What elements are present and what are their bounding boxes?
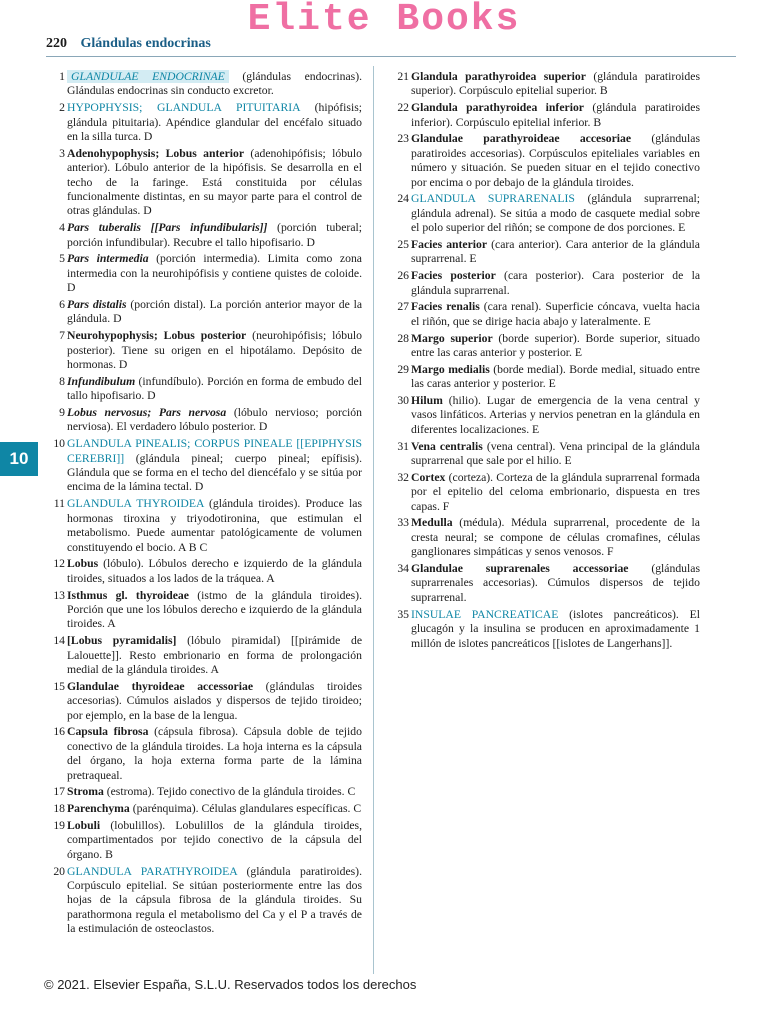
- glossary-entry: [40, 680, 362, 723]
- entry-number: 8: [59, 374, 65, 388]
- copyright-footer: © 2021. Elsevier España, S.L.U. Reservados todos los derechos: [44, 977, 417, 992]
- entry-number: 27: [397, 300, 409, 314]
- entry-number: 6: [59, 298, 65, 312]
- glossary-entry: [40, 406, 362, 435]
- entry-description: (cápsula fibrosa). Cápsula doble de tejido conectivo de la glándula tiroides. La hoja interna es la cápsula del órgano, la hoja externa forma parte de la lámina pretraqueal.: [67, 725, 362, 782]
- entry-description: (borde medial). Borde medial, situado entre las caras anterior y posterior. E: [411, 362, 700, 391]
- entry-term: Hilum: [411, 394, 443, 408]
- entry-description: (glándulas paratiroides accesorias). Corpúsculos epiteliales variables en número y situación. Se pueden situar en el tejido conectivo por encima o por debajo de la glándula tiroides.: [411, 132, 701, 189]
- page-header: [46, 36, 734, 52]
- entry-number: 5: [59, 252, 65, 266]
- entry-term: Facies renalis: [411, 300, 480, 314]
- entry-description: (adenohipófisis; lóbulo anterior). Lóbulo anterior de la hipófisis. Se desarrolla en el techo de la faringe. Está constituida por células funcionalmente distintas, en su mayor parte para el control de otras glándulas. D: [67, 146, 362, 218]
- entry-number: 13: [53, 588, 65, 602]
- entry-number: 20: [53, 864, 65, 878]
- glossary-entry: [384, 516, 700, 559]
- glossary-entry: [40, 252, 362, 295]
- entry-body: [411, 471, 700, 514]
- entry-description: (cara anterior). Cara anterior de la glándula suprarrenal. E: [411, 238, 700, 266]
- entry-term: Medulla: [411, 516, 453, 530]
- glossary-entry: [384, 394, 700, 437]
- entry-number: 21: [397, 70, 409, 83]
- entry-number: 10: [53, 437, 65, 451]
- glossary-entry: [384, 440, 700, 469]
- glossary-entry: [40, 221, 362, 250]
- glossary-entry: [40, 802, 362, 816]
- right-column: [384, 70, 700, 653]
- entry-body: [411, 70, 700, 99]
- entry-term: HYPOPHYSIS; GLANDULA PITUITARIA: [67, 101, 300, 115]
- entry-term: Facies posterior: [411, 269, 496, 283]
- entry-term: Parenchyma: [67, 802, 130, 816]
- entry-body: [67, 497, 362, 555]
- entry-body: [67, 437, 362, 495]
- entry-description: (hilio). Lugar de emergencia de la vena central y vasos linfáticos. Arterias y nervios penetran en la glándula en diferentes localizaciones. E: [411, 394, 700, 436]
- glossary-entry: [384, 300, 700, 329]
- entry-term: GLANDULA PARATHYROIDEA: [67, 864, 238, 878]
- entry-term: Cortex: [411, 470, 446, 484]
- entry-number: 19: [53, 818, 65, 832]
- entry-term: Capsula fibrosa: [67, 725, 149, 739]
- entry-description: (hipófisis; glándula pituitaria). Apéndice glandular del encéfalo situado en la silla turca. D: [67, 101, 362, 144]
- entry-description: (glándula tiroides). Produce las hormonas tiroxina y triyodotironina, que estimulan el metabolismo. Puede aumentar patológicamente de volumen constituyendo el bocio. A B C: [67, 497, 362, 554]
- glossary-entry: [40, 70, 362, 99]
- glossary-entry: [40, 865, 362, 937]
- glossary-entry: [40, 634, 362, 677]
- entry-body: [411, 516, 700, 559]
- entry-number: 18: [53, 802, 65, 816]
- entry-number: 4: [59, 221, 65, 235]
- entry-description: (porción distal). La porción anterior mayor de la glándula. D: [67, 298, 363, 326]
- entry-term: Glandula parathyroidea inferior: [411, 101, 584, 115]
- entry-number: 11: [53, 497, 65, 511]
- entry-term: INSULAE PANCREATICAE: [411, 607, 559, 621]
- entry-description: (vena central). Vena principal de la glándula suprarrenal que sale por el hilio. E: [411, 439, 700, 468]
- entry-number: 23: [397, 132, 409, 146]
- entry-body: [411, 132, 700, 190]
- entry-number: 35: [397, 607, 409, 621]
- entry-body: [411, 363, 700, 392]
- entry-body: [411, 192, 700, 235]
- entry-body: [67, 802, 362, 816]
- entry-body: [411, 101, 700, 130]
- glossary-entry: [384, 562, 700, 605]
- entry-description: (lóbulo nervioso; porción nerviosa). El verdadero lóbulo posterior. D: [67, 406, 362, 434]
- column-divider: [373, 66, 374, 974]
- entry-body: [411, 608, 700, 651]
- entry-body: [67, 557, 362, 586]
- entry-body: [67, 680, 362, 723]
- entry-description: (lóbulo piramidal) [[pirámide de Lalouette]]. Resto embrionario en forma de prolongación medial de la glándula tiroides. A: [67, 634, 363, 676]
- entry-body: [411, 269, 700, 298]
- entry-description: (glándula pineal; cuerpo pineal; epífisis). Glándula que se forma en el techo del diencéfalo y se sitúa por encima de la lámina tectal. D: [67, 451, 362, 494]
- entry-term: Infundibulum: [67, 374, 136, 388]
- entry-body: [67, 785, 362, 799]
- glossary-entry: [40, 101, 362, 144]
- entry-number: 26: [397, 269, 409, 283]
- glossary-entry: [384, 192, 700, 235]
- entry-term: Adenohypophysis; Lobus anterior: [67, 146, 245, 160]
- watermark-text: Elite Books: [247, 0, 521, 41]
- entry-number: 7: [59, 329, 65, 343]
- entry-description: (parénquima). Células glandulares específicas. C: [129, 802, 362, 816]
- entry-body: [411, 332, 700, 361]
- entry-number: 25: [397, 238, 409, 252]
- entry-body: [67, 329, 362, 372]
- glossary-entry: [40, 147, 362, 219]
- entry-description: (cara posterior). Cara posterior de la glándula suprarrenal.: [411, 269, 701, 297]
- entry-term: Glandulae parathyroideae accesoriae: [411, 132, 632, 146]
- entry-number: 28: [397, 331, 409, 345]
- entry-number: 29: [397, 362, 409, 376]
- entry-term: Pars tuberalis [[Pars infundibularis]]: [67, 221, 268, 235]
- entry-number: 24: [397, 192, 409, 206]
- glossary-entry: [40, 437, 362, 495]
- entry-term: [Lobus pyramidalis]: [67, 634, 177, 648]
- entry-body: [67, 865, 362, 937]
- entry-body: [67, 298, 362, 327]
- entry-number: 16: [53, 725, 65, 739]
- entry-description: (porción tuberal; porción infundibular). Recubre el tallo hipofisario. D: [67, 221, 362, 249]
- entry-description: (lobulillos). Lobulillos de la glándula tiroides, compartimentados por tejido conectivo de la cápsula del órgano. B: [67, 818, 362, 861]
- glossary-entry: [384, 608, 700, 651]
- entry-term: Lobus: [67, 557, 99, 571]
- entry-body: [67, 406, 362, 435]
- entry-number: 22: [397, 101, 409, 115]
- entry-number: 3: [59, 146, 65, 160]
- entry-body: [67, 589, 362, 632]
- entry-term: GLANDULA THYROIDEA: [67, 497, 204, 511]
- entry-description: (istmo de la glándula tiroides). Porción que une los lóbulos derecho e izquierdo de la glándula tiroides. A: [67, 588, 362, 631]
- entry-number: 34: [397, 562, 409, 576]
- entry-term: Lobuli: [67, 818, 101, 832]
- glossary-entry: [40, 819, 362, 862]
- entry-term: GLANDULA SUPRARENALIS: [411, 192, 575, 206]
- glossary-entry: [40, 589, 362, 632]
- glossary-entry: [40, 725, 362, 783]
- entry-description: (médula). Médula suprarrenal, procedente de la cresta neural; se compone de células cromafines, células ganglionares simpáticas y senos venosos. F: [411, 516, 700, 559]
- entry-description: (cara renal). Superficie cóncava, vuelta hacia el riñón, que se dirige hacia abajo y lateralmente. E: [411, 300, 700, 328]
- entry-description: (glándula suprarrenal; glándula adrenal). Se sitúa a modo de casquete medial sobre el polo superior del riñón; se compone de dos porciones. E: [411, 192, 700, 235]
- entry-term: Stroma: [67, 785, 104, 799]
- glossary-entry: [384, 363, 700, 392]
- glossary-entry: [384, 132, 700, 190]
- entry-number: 12: [53, 557, 65, 571]
- entry-term: Margo medialis: [411, 362, 490, 376]
- left-column: [40, 70, 362, 939]
- entry-term: Isthmus gl. thyroideae: [67, 588, 189, 602]
- entry-description: (infundíbulo). Porción en forma de embudo del tallo hipofisario. D: [67, 374, 362, 403]
- glossary-entry: [384, 238, 700, 267]
- entry-term: Facies anterior: [411, 238, 488, 252]
- entry-body: [411, 238, 700, 267]
- entry-term: Glandulae suprarenales accessoriae: [411, 562, 629, 576]
- entry-number: 31: [397, 439, 409, 453]
- glossary-entry: [384, 269, 700, 298]
- entry-number: 17: [53, 785, 65, 799]
- glossary-entry: [384, 101, 700, 130]
- entry-number: 32: [397, 470, 409, 484]
- entry-description: (glándula paratiroides inferior). Corpúsculo epitelial inferior. B: [411, 101, 700, 129]
- glossary-entry: [384, 332, 700, 361]
- entry-number: 9: [59, 406, 65, 420]
- entry-description: (porción intermedia). Limita como zona intermedia con la neurohipófisis y contiene quistes de coloide. D: [67, 252, 362, 295]
- entry-term: GLANDULA PINEALIS; CORPUS PINEALE [[EPIPHYSIS CEREBRI]]: [67, 437, 362, 465]
- entry-body: [411, 394, 700, 437]
- entry-number: 1: [59, 70, 65, 83]
- entry-term: Glandulae thyroideae accessoriae: [67, 679, 254, 693]
- entry-number: 2: [59, 101, 65, 115]
- entry-description: (islotes pancreáticos). El glucagón y la insulina se producen en aproximadamente 1 millón de islotes pancreáticos [[islotes de Langerhans]].: [411, 607, 700, 650]
- entry-description: (corteza). Corteza de la glándula suprarrenal formada por el epitelio del celoma embrionario, dispuesta en tres capas. F: [411, 470, 700, 513]
- entry-description: (glándulas suprarrenales accesorias). Cúmulos dispersos de tejido suprarrenal.: [411, 562, 701, 604]
- entry-body: [411, 300, 700, 329]
- entry-description: (glándulas tiroides accesorias). Cúmulos aislados y dispersos de tejido tiroideo; por ejemplo, en la base de la lengua.: [67, 679, 362, 722]
- entry-number: 14: [53, 634, 65, 648]
- entry-term: Margo superior: [411, 331, 493, 345]
- chapter-tab: 10: [0, 442, 38, 476]
- entry-number: 15: [53, 679, 65, 693]
- glossary-entry: [384, 70, 700, 99]
- header-divider: [46, 56, 736, 57]
- entry-description: (borde superior). Borde superior, situado entre las caras anterior y posterior. E: [411, 331, 700, 360]
- entry-term: Neurohypophysis; Lobus posterior: [67, 329, 247, 343]
- entry-term: GLANDULAE ENDOCRINAE: [67, 70, 229, 83]
- entry-term: Glandula parathyroidea superior: [411, 70, 586, 83]
- page-number: 220: [46, 36, 67, 51]
- glossary-entry: [40, 375, 362, 404]
- entry-body: [67, 70, 362, 99]
- page-title: Glándulas endocrinas: [80, 36, 211, 51]
- entry-body: [67, 725, 362, 783]
- entry-description: (glándula paratiroides). Corpúsculo epitelial. Se sitúan posteriormente entre las dos hojas de la cápsula fibrosa de la glándula tiroides. Su parathormona regula el metabolismo del Ca y el P a través de la estimulación de osteoclastos.: [67, 864, 362, 936]
- entry-body: [411, 562, 700, 605]
- glossary-entry: [40, 329, 362, 372]
- glossary-entry: [384, 471, 700, 514]
- entry-body: [67, 375, 362, 404]
- entry-term: Pars distalis: [67, 298, 127, 312]
- entry-body: [411, 440, 700, 469]
- entry-description: (glándula paratiroides superior). Corpúsculo epitelial superior. B: [411, 70, 700, 98]
- entry-number: 30: [397, 394, 409, 408]
- entry-term: Vena centralis: [411, 439, 483, 453]
- entry-body: [67, 101, 362, 144]
- entry-body: [67, 221, 362, 250]
- entry-number: 33: [397, 516, 409, 530]
- glossary-entry: [40, 557, 362, 586]
- entry-description: (neurohipófisis; lóbulo posterior). Tiene su origen en el hipotálamo. Depósito de hormonas. D: [67, 329, 362, 372]
- entry-body: [67, 819, 362, 862]
- glossary-entry: [40, 497, 362, 555]
- entry-term: Pars intermedia: [67, 252, 149, 266]
- glossary-entry: [40, 785, 362, 799]
- entry-description: (glándulas endocrinas). Glándulas endocrinas sin conducto excretor.: [67, 70, 363, 98]
- entry-description: (lóbulo). Lóbulos derecho e izquierdo de la glándula tiroides, situados a los lados de la tráquea. A: [67, 557, 362, 585]
- entry-term: Lobus nervosus; Pars nervosa: [67, 406, 227, 420]
- glossary-entry: [40, 298, 362, 327]
- entry-body: [67, 252, 362, 295]
- entry-body: [67, 147, 362, 219]
- entry-body: [67, 634, 362, 677]
- entry-description: (estroma). Tejido conectivo de la glándula tiroides. C: [103, 785, 356, 799]
